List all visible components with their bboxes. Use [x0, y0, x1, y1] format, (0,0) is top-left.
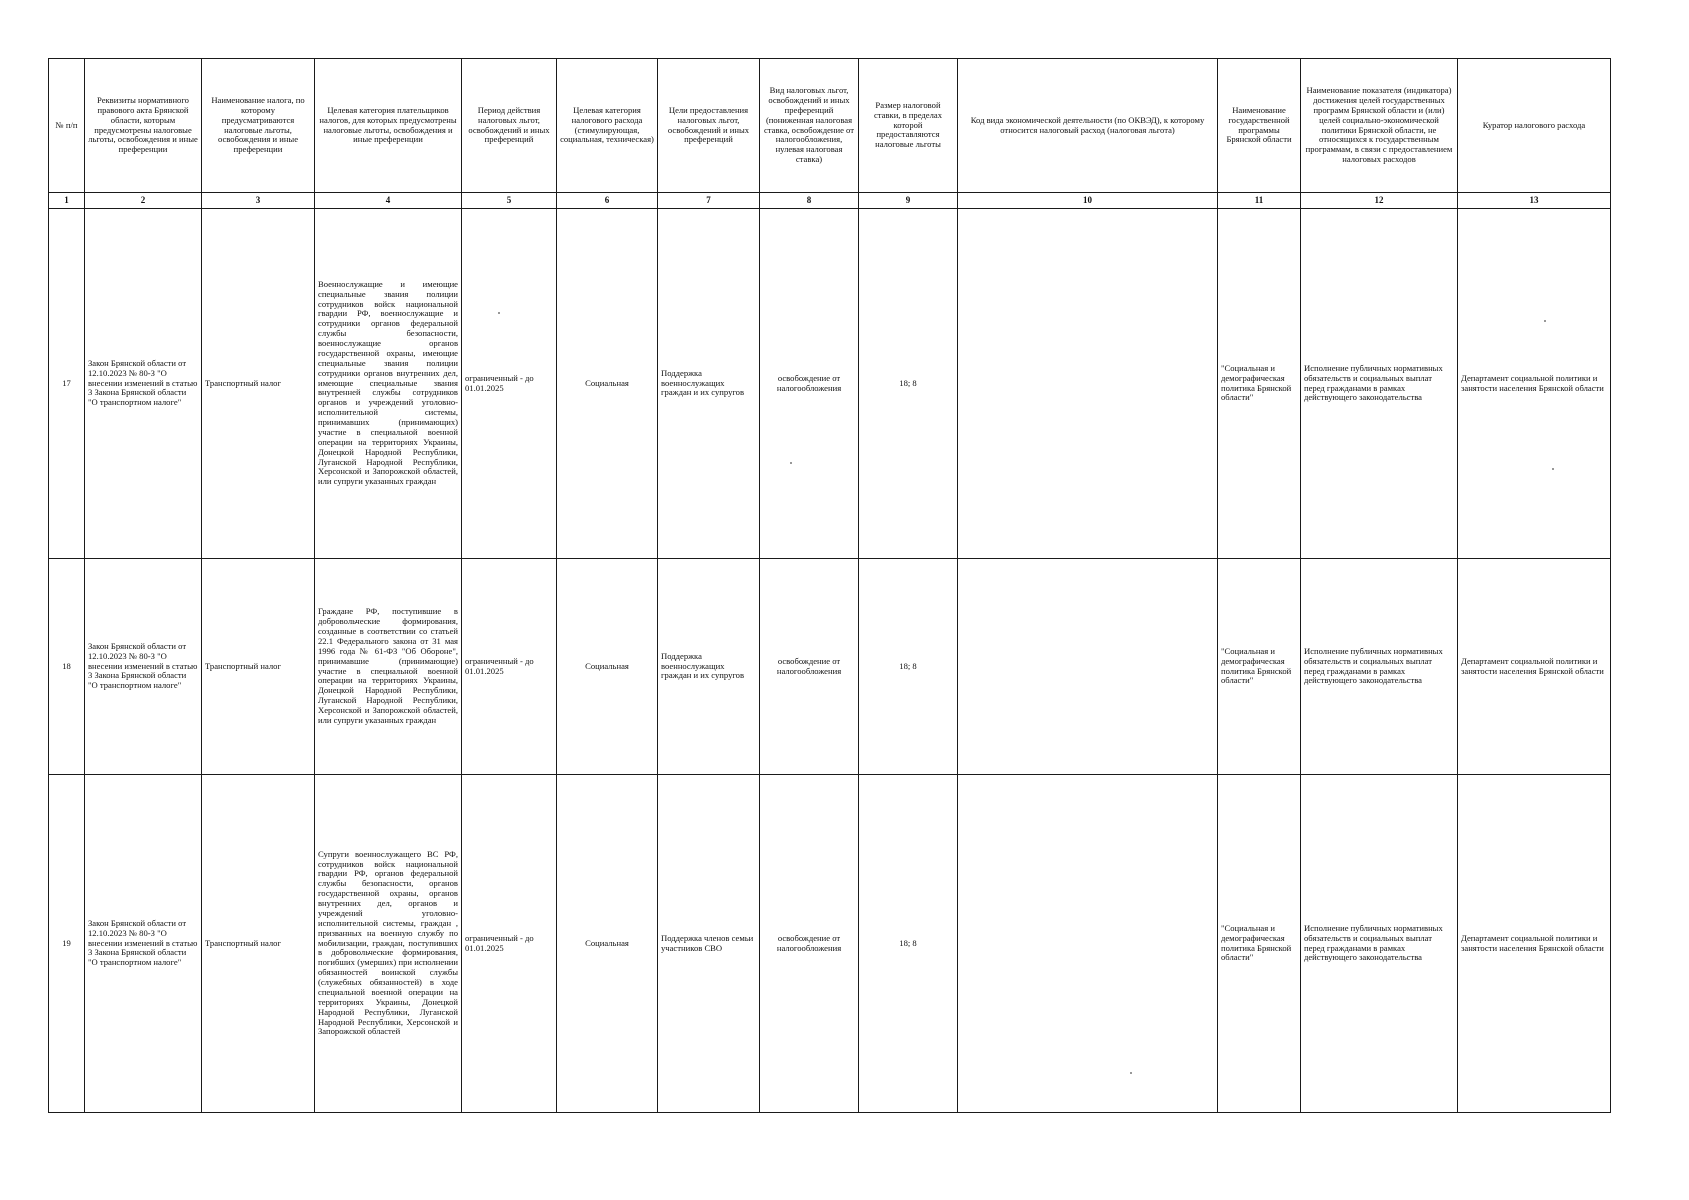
payer-category: Военнослужащие и имеющие специальные звания полиции сотрудников войск национальной гвардии РФ, военнослужащие и сотрудники органов федеральной службы безопасности, военнослужащие органов государственной охраны, имеющие специальные звания полиции сотрудники органов внутренних дел, имеющие специальные звания внутренней службы сотрудников органов и учреждений уголовно-исполнительной системы, принимавших (принимающих) участие в специальной военной операции на территориях Украины, Донецкой Народной Республики, Луганской Народной Республики, Херсонской и Запорожской областей, или супруги указанных граждан: [315, 209, 462, 559]
tax-name: Транспортный налог: [202, 775, 315, 1113]
expense-category: Социальная: [557, 559, 658, 775]
column-number: 1: [49, 193, 85, 209]
payer-category: Граждане РФ, поступившие в добровольческие формирования, созданные в соответствии со статьей 22.1 Федерального закона от 31 мая 1996 года № 61-ФЗ "Об Обороне", принимавшие (принимающие) участие в специальной военной операции на территориях Украины, Донецкой Народной Республики, Луганской Народной Республики, Херсонской и Запорожской областей, или супруги указанных граждан: [315, 559, 462, 775]
scan-speck: [498, 312, 500, 314]
curator: Департамент социальной политики и занятости населения Брянской области: [1458, 559, 1611, 775]
header-okved: Код вида экономической деятельности (по ОКВЭД), к которому относится налоговый расход (налоговая льгота): [958, 59, 1218, 193]
header-category: Целевая категория плательщиков налогов, для которых предусмотрены налоговые льготы, освобождения и иные преференции: [315, 59, 462, 193]
row-number: 19: [49, 775, 85, 1113]
legal-act: Закон Брянской области от 12.10.2023 № 80-З "О внесении изменений в статью 3 Закона Брянской области "О транспортном налоге": [85, 775, 202, 1113]
header-program: Наименование государственной программы Брянской области: [1218, 59, 1301, 193]
relief-goal: Поддержка членов семьи участников СВО: [658, 775, 760, 1113]
legal-act: Закон Брянской области от 12.10.2023 № 80-З "О внесении изменений в статью 3 Закона Брянской области "О транспортном налоге": [85, 209, 202, 559]
column-number: 7: [658, 193, 760, 209]
tax-expenditure-table: [48, 58, 1611, 1113]
header-tax: Наименование налога, по которому предусматриваются налоговые льготы, освобождения и иные преференции: [202, 59, 315, 193]
validity-period: ограниченный - до 01.01.2025: [462, 559, 557, 775]
state-program: "Социальная и демографическая политика Брянской области": [1218, 209, 1301, 559]
validity-period: ограниченный - до 01.01.2025: [462, 209, 557, 559]
table-row: [49, 209, 1611, 559]
state-program: "Социальная и демографическая политика Брянской области": [1218, 559, 1301, 775]
scan-speck: [1130, 1072, 1132, 1074]
indicator: Исполнение публичных нормативных обязательств и социальных выплат перед гражданами в рамках действующего законодательства: [1301, 209, 1458, 559]
column-number: 8: [760, 193, 859, 209]
column-number: 2: [85, 193, 202, 209]
header-indicator: Наименование показателя (индикатора) достижения целей государственных программ Брянской области и (или) целей социально-экономической политики Брянской области, не относящихся к государственным программам, в связи с предоставлением налоговых расходов: [1301, 59, 1458, 193]
expense-category: Социальная: [557, 209, 658, 559]
column-number: 6: [557, 193, 658, 209]
header-kind: Вид налоговых льгот, освобождений и иных преференций (пониженная налоговая ставка, освобождение от налогообложения, нулевая налоговая ставка): [760, 59, 859, 193]
curator: Департамент социальной политики и занятости населения Брянской области: [1458, 209, 1611, 559]
expense-category: Социальная: [557, 775, 658, 1113]
relief-kind: освобождение от налогообложения: [760, 775, 859, 1113]
legal-act: Закон Брянской области от 12.10.2023 № 80-З "О внесении изменений в статью 3 Закона Брянской области "О транспортном налоге": [85, 559, 202, 775]
header-rate: Размер налоговой ставки, в пределах которой предоставляются налоговые льготы: [859, 59, 958, 193]
payer-category: Супруги военнослужащего ВС РФ, сотрудников войск национальной гвардии РФ, органов федеральной службы безопасности, органов государственной охраны, органов внутренних дел, органов и учреждений уголовно-исполнительной системы, граждан , призванных на военную службу по мобилизации, граждан, поступивших в добровольческие формирования, погибших (умерших) при исполнении обязанностей воинской службы (служебных обязанностей) в ходе специальной военной операции на территориях Украины, Донецкой Народной Республики, Луганской Народной Республики, Херсонской и Запорожской областей: [315, 775, 462, 1113]
validity-period: ограниченный - до 01.01.2025: [462, 775, 557, 1113]
row-number: 17: [49, 209, 85, 559]
scan-speck: [1552, 468, 1554, 470]
scan-speck: [790, 462, 792, 464]
tax-rate: 18; 8: [859, 559, 958, 775]
header-num: № п/п: [49, 59, 85, 193]
indicator: Исполнение публичных нормативных обязательств и социальных выплат перед гражданами в рамках действующего законодательства: [1301, 775, 1458, 1113]
column-number: 5: [462, 193, 557, 209]
column-number: 10: [958, 193, 1218, 209]
okved-code: [958, 559, 1218, 775]
column-number: 4: [315, 193, 462, 209]
row-number: 18: [49, 559, 85, 775]
tax-rate: 18; 8: [859, 775, 958, 1113]
header-target: Целевая категория налогового расхода (стимулирующая, социальная, техническая): [557, 59, 658, 193]
curator: Департамент социальной политики и занятости населения Брянской области: [1458, 775, 1611, 1113]
relief-kind: освобождение от налогообложения: [760, 209, 859, 559]
state-program: "Социальная и демографическая политика Брянской области": [1218, 775, 1301, 1113]
relief-kind: освобождение от налогообложения: [760, 559, 859, 775]
indicator: Исполнение публичных нормативных обязательств и социальных выплат перед гражданами в рамках действующего законодательства: [1301, 559, 1458, 775]
okved-code: [958, 775, 1218, 1113]
column-number-row: [49, 193, 1611, 209]
header-period: Период действия налоговых льгот, освобождений и иных преференций: [462, 59, 557, 193]
column-number: 12: [1301, 193, 1458, 209]
header-act: Реквизиты нормативного правового акта Брянской области, которым предусмотрены налоговые льготы, освобождения и иные преференции: [85, 59, 202, 193]
relief-goal: Поддержка военнослужащих граждан и их супругов: [658, 209, 760, 559]
scan-speck: [1544, 320, 1546, 322]
column-number: 11: [1218, 193, 1301, 209]
table-row: [49, 559, 1611, 775]
column-number: 13: [1458, 193, 1611, 209]
header-row: [49, 59, 1611, 193]
tax-rate: 18; 8: [859, 209, 958, 559]
column-number: 3: [202, 193, 315, 209]
tax-name: Транспортный налог: [202, 209, 315, 559]
header-curator: Куратор налогового расхода: [1458, 59, 1611, 193]
okved-code: [958, 209, 1218, 559]
column-number: 9: [859, 193, 958, 209]
relief-goal: Поддержка военнослужащих граждан и их супругов: [658, 559, 760, 775]
table-row: [49, 775, 1611, 1113]
header-goal: Цели предоставления налоговых льгот, освобождений и иных преференций: [658, 59, 760, 193]
tax-name: Транспортный налог: [202, 559, 315, 775]
